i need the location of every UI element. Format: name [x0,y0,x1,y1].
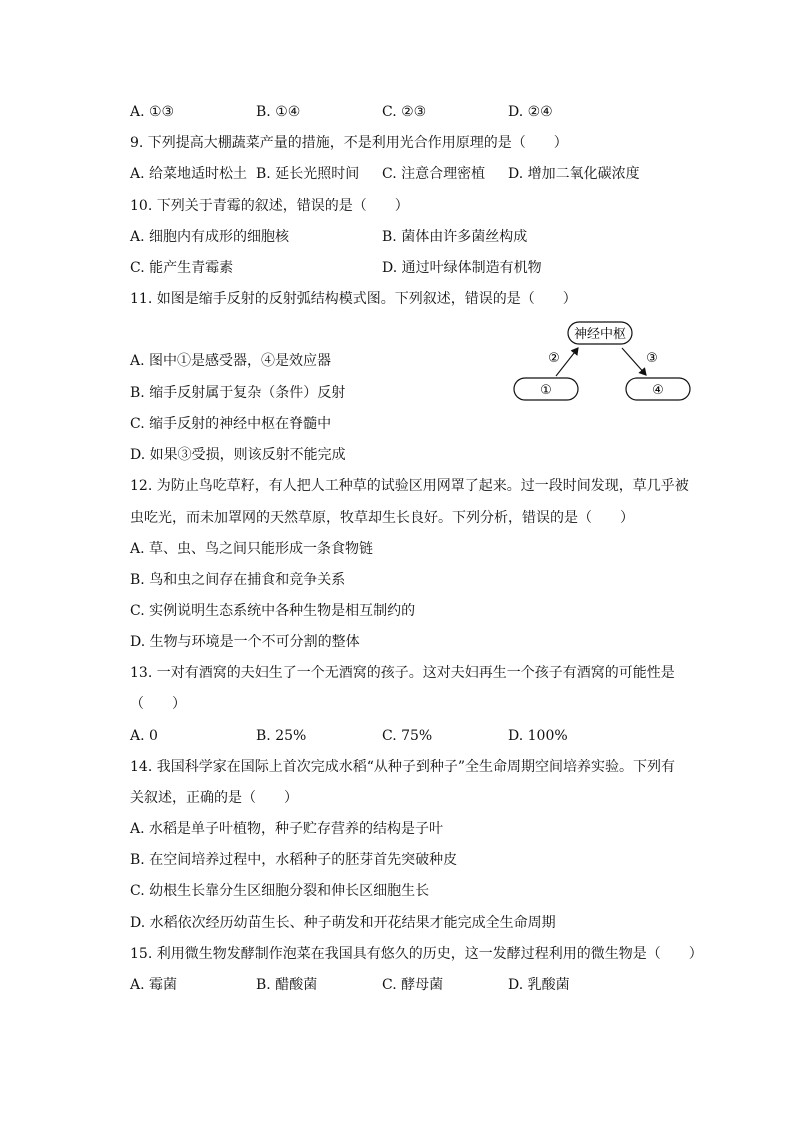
q14-stem-line1: 14. 我国科学家在国际上首次完成水稻“从种子到种子”全生命周期空间培养实验。下列有 [130,759,676,775]
efferent-arrow [622,348,646,375]
q10-option-c: C. 能产生青霉素 [130,260,234,276]
q14-stem-line2: 关叙述，正确的是（ ） [130,790,298,806]
q9-stem: 9. 下列提高大棚蔬菜产量的措施，不是利用光合作用原理的是（ ） [130,135,568,151]
nerve-center-label: 神经中枢 [573,327,627,342]
q13-stem-line1: 13. 一对有酒窝的夫妇生了一个无酒窝的孩子。这对夫妇再生一个孩子有酒窝的可能性是 [130,665,675,681]
q10-option-b: B. 菌体由许多菌丝构成 [382,229,528,245]
q14-option-a: A. 水稻是单子叶植物，种子贮存营养的结构是子叶 [130,821,444,837]
effector-node-label: ④ [652,383,664,398]
q15-option-b: B. 醋酸菌 [256,977,318,993]
q9-option-b: B. 延长光照时间 [256,166,360,182]
q13-option-b: B. 25% [256,728,307,744]
q15-option-c: C. 酵母菌 [382,977,444,993]
q10-stem: 10. 下列关于青霉的叙述，错误的是（ ） [130,198,409,214]
q8-option-a: A. ①③ [130,104,175,120]
q13-option-d: D. 100% [508,728,568,744]
q15-stem: 15. 利用微生物发酵制作泡菜在我国具有悠久的历史，这一发酵过程利用的微生物是（ ） [130,946,703,962]
q10-option-d: D. 通过叶绿体制造有机物 [382,260,542,276]
q11-option-b: B. 缩手反射属于复杂（条件）反射 [130,385,346,401]
q11-option-d: D. 如果③受损，则该反射不能完成 [130,447,346,463]
q12-option-a: A. 草、虫、鸟之间只能形成一条食物链 [130,541,374,557]
q15-option-d: D. 乳酸菌 [508,977,570,993]
q8-option-b: B. ①④ [256,104,301,120]
q12-option-c: C. 实例说明生态系统中各种生物是相互制约的 [130,603,416,619]
q14-option-b: B. 在空间培养过程中，水稻种子的胚芽首先突破种皮 [130,852,458,868]
q11-stem: 11. 如图是缩手反射的反射弧结构模式图。下列叙述，错误的是（ ） [130,291,577,307]
q9-option-a: A. 给菜地适时松土 [130,166,248,182]
q12-stem-line1: 12. 为防止鸟吃草籽，有人把人工种草的试验区用网罩了起来。过一段时间发现，草几乎被 [130,478,689,494]
q10-option-a: A. 细胞内有成形的细胞核 [130,229,290,245]
q13-option-c: C. 75% [382,728,433,744]
q12-option-b: B. 鸟和虫之间存在捕食和竞争关系 [130,572,346,588]
q13-stem-line2: （ ） [130,696,186,712]
q8-option-c: C. ②③ [382,104,427,120]
q13-option-a: A. 0 [130,728,158,744]
q11-option-a: A. 图中①是感受器，④是效应器 [130,353,332,369]
q8-option-d: D. ②④ [508,104,553,120]
q9-option-c: C. 注意合理密植 [382,166,486,182]
receptor-node-label: ① [540,383,552,398]
q12-option-d: D. 生物与环境是一个不可分割的整体 [130,634,360,650]
q15-option-a: A. 霉菌 [130,977,178,993]
q14-option-d: D. 水稻依次经历幼苗生长、种子萌发和开花结果才能完成全生命周期 [130,915,556,931]
q11-option-c: C. 缩手反射的神经中枢在脊髓中 [130,416,332,432]
q12-stem-line2: 虫吃光，而未加罩网的天然草原，牧草却生长良好。下列分析，错误的是（ ） [130,510,634,526]
efferent-arrow-label: ③ [646,351,658,366]
q14-option-c: C. 幼根生长靠分生区细胞分裂和伸长区细胞生长 [130,883,430,899]
afferent-arrow-label: ② [548,351,560,366]
q9-option-d: D. 增加二氧化碳浓度 [508,166,640,182]
reflex-arc-diagram [510,318,700,408]
